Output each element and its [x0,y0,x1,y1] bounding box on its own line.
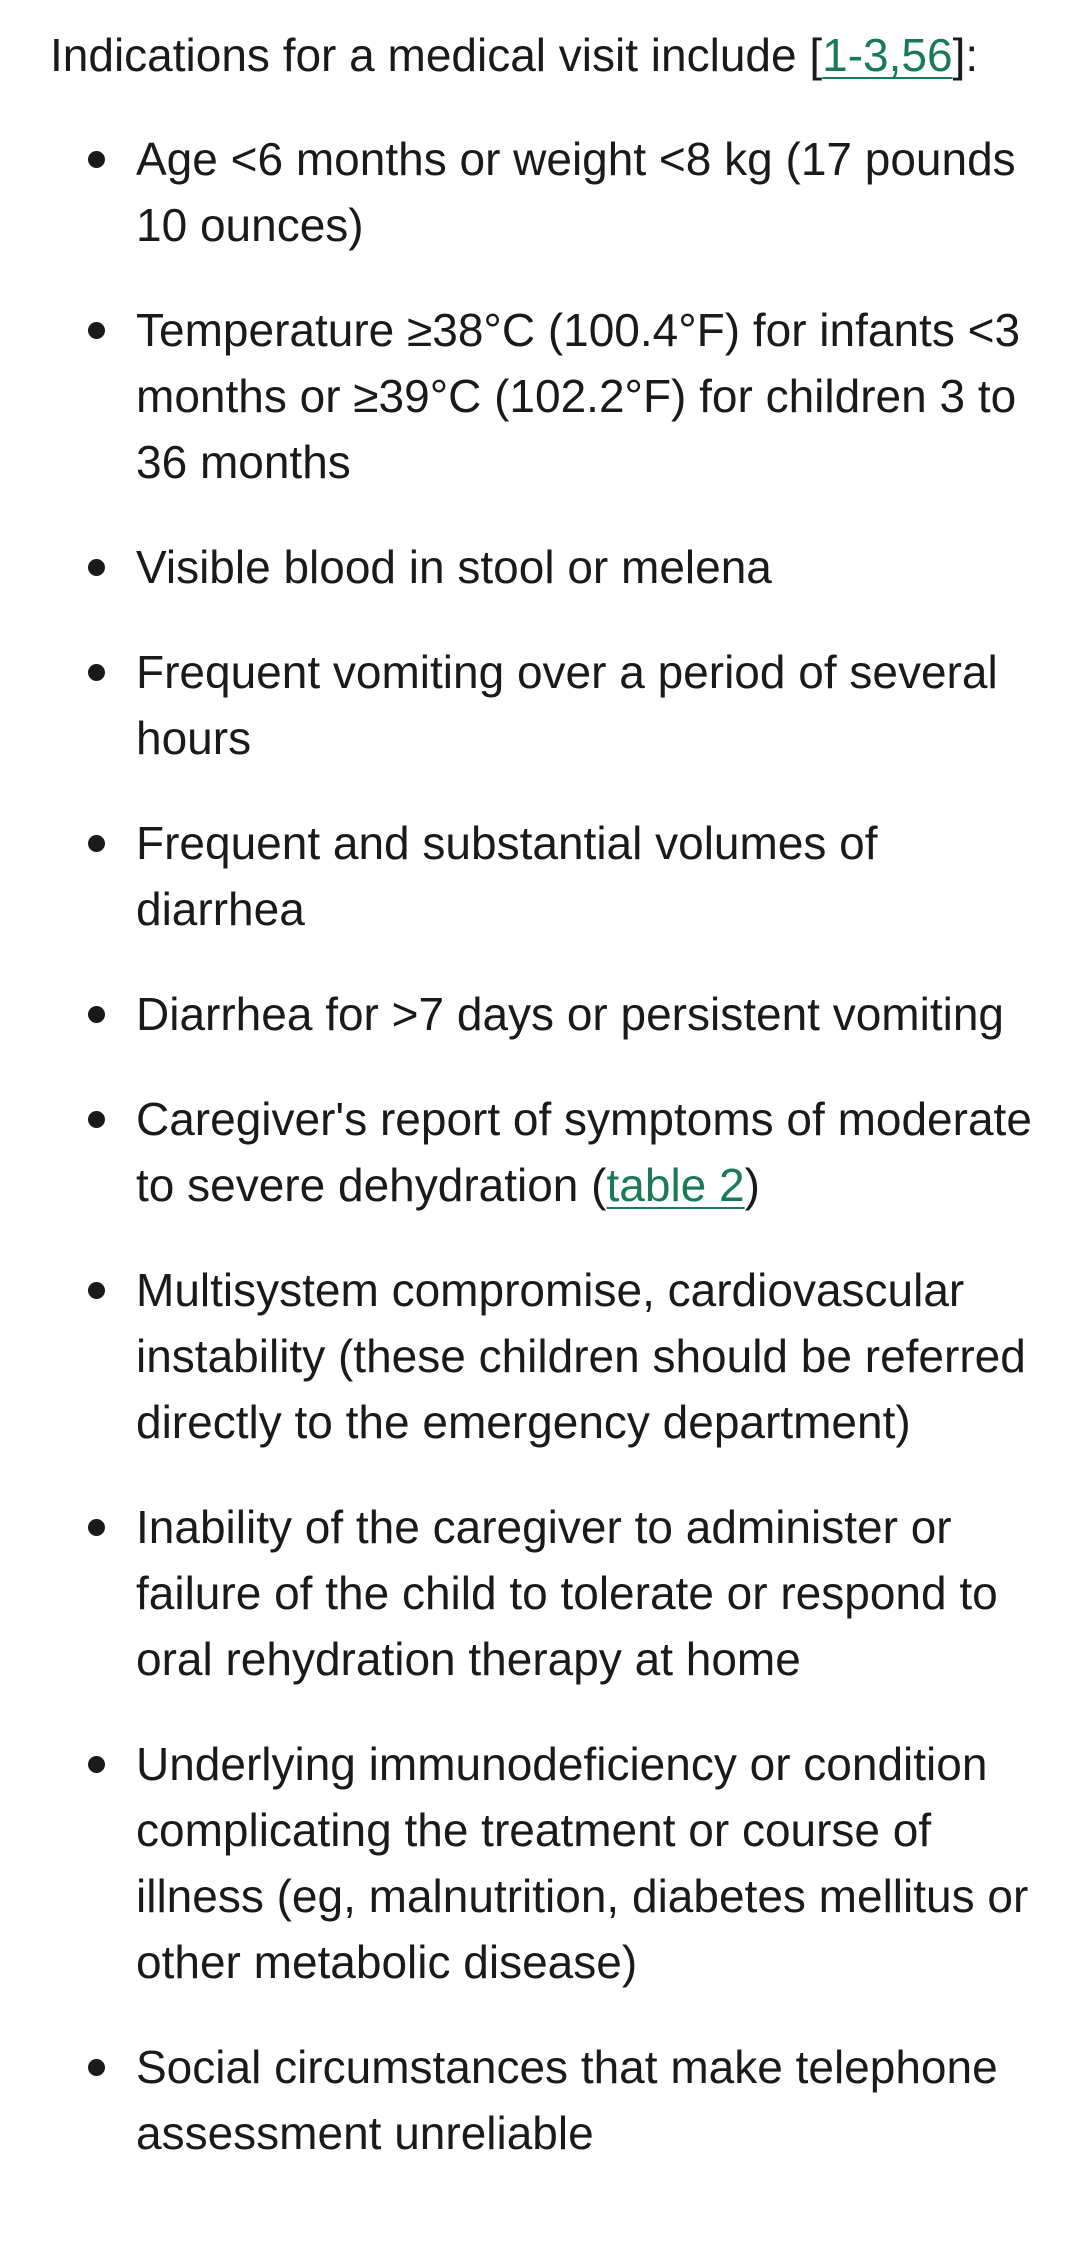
bullet-dot-icon [88,1111,105,1128]
list-item [50,2034,1041,2166]
intro-suffix: ]: [952,29,979,81]
list-item [50,1731,1041,1995]
list-item-text: Caregiver's report of symptoms of moderate to severe dehydration ( [136,1093,1032,1211]
intro-paragraph [50,22,1041,88]
list-item [50,126,1041,258]
list-item [50,297,1041,495]
bullet-dot-icon [88,1519,105,1536]
bullet-dot-icon [88,1756,105,1773]
list-item-text: Inability of the caregiver to administer or failure of the child to tolerate or respond to oral rehydration therapy at home [136,1501,998,1685]
list-item [50,639,1041,771]
bullet-dot-icon [88,559,105,576]
bullet-dot-icon [88,664,105,681]
list-item [50,810,1041,942]
bullet-dot-icon [88,2059,105,2076]
bullet-dot-icon [88,1282,105,1299]
list-item-text: Diarrhea for >7 days or persistent vomiting [136,988,1005,1040]
bullet-dot-icon [88,1006,105,1023]
bullet-dot-icon [88,835,105,852]
list-item-text: Multisystem compromise, cardiovascular instability (these children should be referred directly to the emergency department) [136,1264,1026,1448]
bullet-dot-icon [88,322,105,339]
list-item-text: Temperature ≥38°C (100.4°F) for infants <3 months or ≥39°C (102.2°F) for children 3 to 36 months [136,304,1021,488]
list-item [50,534,1041,600]
list-item [50,1494,1041,1692]
reference-link[interactable]: 1-3,56 [822,29,953,81]
list-item-text-end: ) [744,1159,760,1211]
bullet-dot-icon [88,151,105,168]
list-item [50,1257,1041,1455]
list-item-text: Visible blood in stool or melena [136,541,772,593]
table-2-link[interactable]: table 2 [606,1159,745,1211]
indications-list [50,126,1041,2166]
list-item-text: Frequent vomiting over a period of several hours [136,646,998,764]
list-item-text: Social circumstances that make telephone assessment unreliable [136,2041,998,2159]
list-item-text: Underlying immunodeficiency or condition complicating the treatment or course of illness (eg, malnutrition, diabetes mellitus or other metabolic disease) [136,1738,1029,1988]
list-item-text: Frequent and substantial volumes of diarrhea [136,817,878,935]
intro-text: Indications for a medical visit include [ [50,29,823,81]
list-item-text: Age <6 months or weight <8 kg (17 pounds 10 ounces) [136,133,1016,251]
list-item [50,981,1041,1047]
list-item [50,1086,1041,1218]
